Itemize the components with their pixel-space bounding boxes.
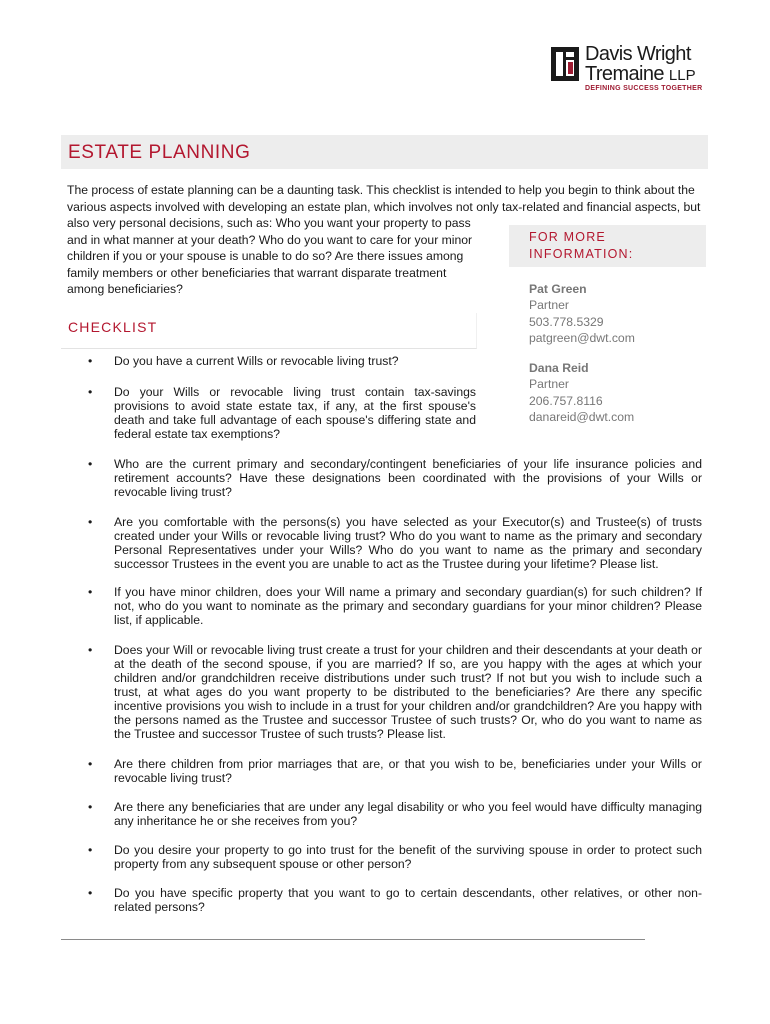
bullet-icon: • [88, 643, 93, 657]
contact-phone: 206.757.8116 [529, 393, 603, 408]
contact-role: Partner [529, 377, 569, 392]
contact-email[interactable]: patgreen@dwt.com [529, 331, 635, 346]
more-info-heading-line2: INFORMATION: [529, 247, 634, 261]
checklist-item-text: Do you have a current Wills or revocable living trust? [114, 354, 399, 368]
bullet-icon: • [88, 843, 93, 857]
bullet-icon: • [88, 585, 93, 599]
contact-phone: 503.778.5329 [529, 314, 604, 329]
checklist-item-text: Are you comfortable with the persons(s) you have selected as your Executor(s) and Trustee(s) of trusts created under your Wills or revocable living trust? Who do you want to name as the primary and secondary Personal Representatives under your Wills? Who do you want to name as the primary and secondary successor Trustees in the event you are unable to act as the Trustee during your lifetime? Please list. [114, 515, 702, 571]
checklist-heading-box [61, 313, 477, 349]
checklist-item-text: If you have minor children, does your Will name a primary and secondary guardian(s) for such children? If not, who do you want to nominate as the primary and secondary guardians for your minor children? Please list, if applicable. [114, 585, 702, 627]
checklist-item-text: Who are the current primary and secondary/contingent beneficiaries of your life insurance policies and retirement accounts? Have these designations been coordinated with the provisions of your Wills or revocable living trust? [114, 457, 702, 499]
logo-suffix: LLP [668, 67, 696, 84]
title-bar [61, 135, 708, 169]
bullet-icon: • [88, 886, 93, 900]
bullet-icon: • [88, 385, 93, 399]
page-title: ESTATE PLANNING [68, 142, 251, 163]
contact-name: Pat Green [529, 282, 587, 296]
contact-email[interactable]: danareid@dwt.com [529, 410, 635, 425]
bullet-icon: • [88, 515, 93, 529]
contact-card [529, 360, 634, 426]
checklist-item-text: Does your Will or revocable living trust create a trust for your children and their descendants at your death or at the death of the second spouse, if you are married? If so, are you happy with the ages at which your children and/or grandchildren receive distributions under such trust? If not but you wish to include such a trust, at what ages do you want property to be distributed to the beneficiaries? Are there any specific incentive provisions you wish to include in a trust for your children and/or grandchildren? Are you happy with the persons named as the Trustee and successor Trustee of such trusts? Or, who do you want to name as the Trustee and successor Trustee of such trusts? Please list. [114, 643, 702, 741]
logo-wordmark [585, 44, 696, 86]
more-info-heading-line1: FOR MORE [529, 230, 606, 244]
intro-paragraph-top: The process of estate planning can be a daunting task. This checklist is intended to help you begin to think about the various aspects involved with developing an estate plan, which involves not only tax-related and financial aspects, but [67, 183, 701, 214]
checklist-heading: CHECKLIST [68, 319, 158, 335]
logo-name-line1: Davis Wright [585, 43, 691, 65]
bullet-icon: • [88, 800, 93, 814]
logo-tagline: DEFINING SUCCESS TOGETHER [585, 85, 703, 92]
logo-name-line2 [585, 64, 696, 86]
bullet-icon: • [88, 457, 93, 471]
more-info-heading [509, 225, 706, 267]
footer-divider [61, 939, 645, 940]
firm-logo [551, 44, 711, 96]
checklist-item-text: Do you desire your property to go into trust for the benefit of the surviving spouse in order to protect such property from any subsequent spouse or other person? [114, 843, 702, 871]
logo-mark-icon [551, 47, 579, 81]
checklist-item-text: Do your Wills or revocable living trust contain tax-savings provisions to avoid state estate tax, if any, at the first spouse's death and take full advantage of each spouse's differing state and federal estate tax exemptions? [114, 385, 476, 441]
contact-role: Partner [529, 298, 569, 313]
checklist-item-text: Are there any beneficiaries that are under any legal disability or who you feel would have difficulty managing any inheritance he or she receives from you? [114, 800, 702, 828]
bullet-icon: • [88, 757, 93, 771]
logo-name-tremaine: Tremaine [585, 63, 664, 85]
checklist-item-text: Do you have specific property that you want to go to certain descendants, other relatives, or other non-related persons? [114, 886, 702, 914]
checklist-item-text: Are there children from prior marriages that are, or that you wish to be, beneficiaries under your Wills or revocable living trust? [114, 757, 702, 785]
intro-paragraph-wrapped: also very personal decisions, such as: Who you want your property to pass and in what manner at your death? Who do you want to care for your minor children if you or your spouse is unable to do so? Are there issues among family members or other beneficiaries that warrant disparate treatment among beneficiaries? [67, 216, 473, 297]
contact-name: Dana Reid [529, 361, 589, 375]
contact-card [529, 281, 635, 347]
bullet-icon: • [88, 354, 93, 368]
